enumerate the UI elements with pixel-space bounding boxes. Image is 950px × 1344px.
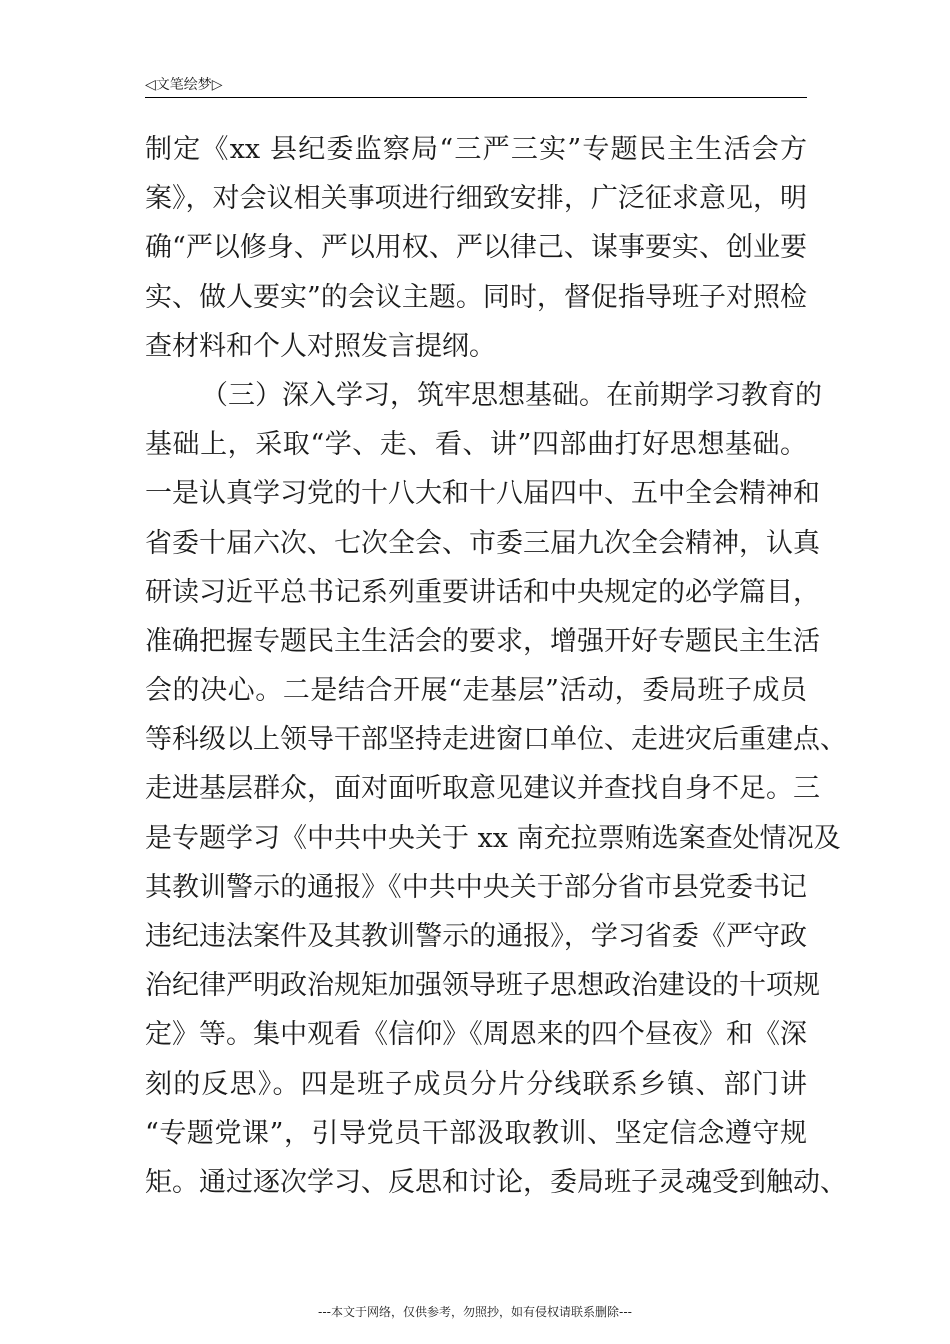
- paragraph-start-line: （三）深入学习，筑牢思想基础。在前期学习教育的: [201, 379, 822, 411]
- text-line: 省委十届六次、七次全会、市委三届九次全会精神，认真: [145, 527, 820, 559]
- text-line: 确“严以修身、严以用权、严以律己、谋事要实、创业要: [145, 232, 807, 264]
- text-line: 等科级以上领导干部坚持走进窗口单位、走进灾后重建点、: [145, 724, 847, 756]
- text-line: 查材料和个人对照发言提纲。: [145, 330, 496, 362]
- text-line: 制定《xx 县纪委监察局“三严三实”专题民主生活会方: [145, 134, 807, 165]
- page-footer: ---本文于网络，仅供参考，勿照抄，如有侵权请联系删除---: [318, 1305, 632, 1319]
- text-line: 一是认真学习党的十八大和十八届四中、五中全会精神和: [145, 478, 820, 510]
- text-line: “专题党课”，引导党员干部汲取教训、坚定信念遵守规: [145, 1117, 807, 1149]
- text-line: 是专题学习《中共中央关于 xx 南充拉票贿选案查处情况及: [145, 822, 841, 854]
- text-line: 走进基层群众，面对面听取意见建议并查找自身不足。三: [145, 773, 820, 805]
- text-line: 矩。通过逐次学习、反思和讨论，委局班子灵魂受到触动、: [145, 1166, 847, 1198]
- text-line: 基础上，采取“学、走、看、讲”四部曲打好思想基础。: [145, 429, 807, 461]
- text-line: 治纪律严明政治规矩加强领导班子思想政治建设的十项规: [145, 970, 820, 1002]
- page-header: [145, 76, 807, 98]
- text-line: 研读习近平总书记系列重要讲话和中央规定的必学篇目，: [145, 576, 820, 608]
- text-line: 案》，对会议相关事项进行细致安排，广泛征求意见，明: [145, 183, 807, 215]
- document-body: [145, 125, 847, 1207]
- text-line: 准确把握专题民主生活会的要求，增强开好专题民主生活: [145, 625, 820, 657]
- text-line: 实、做人要实”的会议主题。同时，督促指导班子对照检: [145, 281, 807, 313]
- header-divider: [145, 97, 807, 98]
- text-line: 违纪违法案件及其教训警示的通报》，学习省委《严守政: [145, 921, 807, 952]
- text-line: 其教训警示的通报》《中共中央关于部分省市县党委书记: [145, 871, 807, 903]
- header-label: ◁文笔绘梦▷: [145, 77, 223, 93]
- text-line: 定》等。集中观看《信仰》《周恩来的四个昼夜》和《深: [145, 1019, 807, 1051]
- text-line: 刻的反思》。四是班子成员分片分线联系乡镇、部门讲: [145, 1068, 807, 1100]
- text-line: 会的决心。二是结合开展“走基层”活动，委局班子成员: [145, 675, 807, 707]
